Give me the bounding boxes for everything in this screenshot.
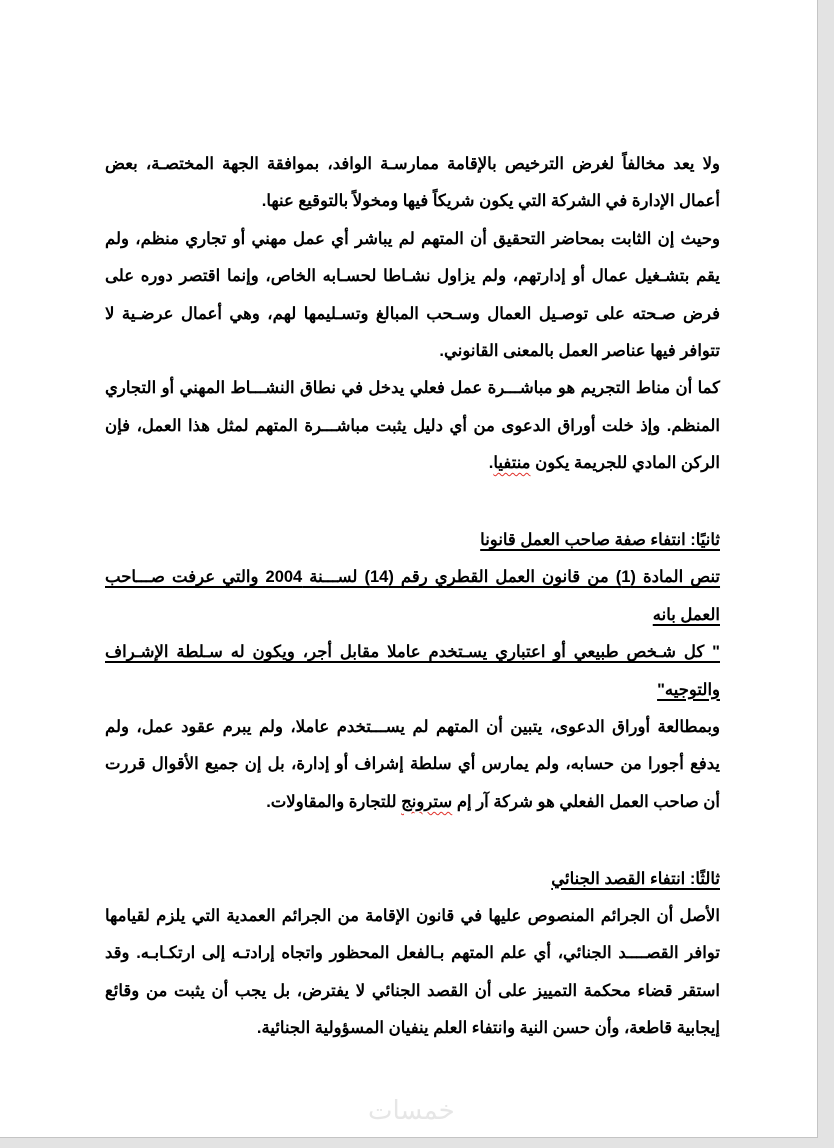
text-line: كما أن مناط التجريم هو مباشـــرة عمل فعلي يدخل في نطاق النشـــاط المهني أو التجاري [105, 379, 720, 398]
section-heading: ثانيًا: انتفاء صفة صاحب العمل قانونا [480, 531, 720, 550]
text-line: الركن المادي للجريمة يكون منتفيا. [488, 454, 720, 473]
section-heading: ثالثًا: انتفاء القصد الجنائي [551, 869, 720, 888]
text-line: وبمطالعة أوراق الدعوى، يتبين أن المتهم لم يســـتخدم عاملا، ولم يبرم عقود عمل، ولم [105, 717, 720, 736]
text-line: وحيث إن الثابت بمحاضر التحقيق أن المتهم لم يباشر أي عمل مهني أو تجاري منظم، ولم [105, 229, 720, 248]
text-line: إيجابية قاطعة، وأن حسن النية وانتفاء العلم ينفيان المسؤولية الجنائية. [256, 1019, 720, 1038]
text-line: استقر قضاء محكمة التمييز على أن القصد الجنائي لا يفترض، بل يجب أن يثبت من وقائع [105, 981, 720, 1000]
text-line: أعمال الإدارة في الشركة التي يكون شريكاً فيها ومخولاً بالتوقيع عنها. [261, 192, 720, 211]
document-body [105, 146, 720, 1048]
text-line: يدفع أجورا من حسابه، ولم يمارس أي سلطة إشراف أو إدارة، بل إن جميع الأقوال قررت [105, 755, 720, 774]
spellcheck-error[interactable]: سترونج [401, 792, 453, 811]
text-line: " كل شـخص طبيعي أو اعتباري يسـتخدم عاملا مقابل أجر، ويكون له سـلطة الإشـراف [105, 643, 720, 662]
text-line: المنظم. وإذ خلت أوراق الدعوى من أي دليل يثبت مباشـــرة المتهم لمثل هذا العمل، فإن [105, 416, 720, 435]
text-line: توافر القصــــد الجنائي، أي علم المتهم بـالفعل المحظور واتجاه إرادتـه إلى ارتكـابـه. وقد [105, 944, 720, 963]
text-line: العمل بانه [652, 605, 720, 624]
text-line: تتوافر فيها عناصر العمل بالمعنى القانوني. [439, 341, 720, 360]
text-line: أن صاحب العمل الفعلي هو شركة آر إم سترونج للتجارة والمقاولات. [266, 792, 720, 811]
text-line: والتوجيه" [657, 680, 720, 699]
text-line: الأصل أن الجرائم المنصوص عليها في قانون الإقامة من الجرائم العمدية التي يلزم لقيامها [105, 907, 720, 926]
text-line: فرض صـحته على توصـيل العمال وسـحب المبالغ وتسـليمها لهم، وهي أعمال عرضـية لا [105, 304, 720, 323]
text-line: تنص المادة (1) من قانون العمل القطري رقم (14) لســـنة 2004 والتي عرفت صـــاحب [105, 568, 721, 587]
text-line: يقم بتشـغيل عمال أو إدارتهم، ولم يزاول نشـاطا لحسـابه الخاص، وإنما اقتصر دوره على [105, 267, 720, 286]
spellcheck-error[interactable]: منتفيا [493, 454, 531, 473]
watermark-logo: خمسات [368, 1096, 455, 1126]
text-line: ولا يعد مخالفاً لغرض الترخيص بالإقامة ممارسـة الوافد، بموافقة الجهة المختصـة، بعض [105, 155, 720, 173]
